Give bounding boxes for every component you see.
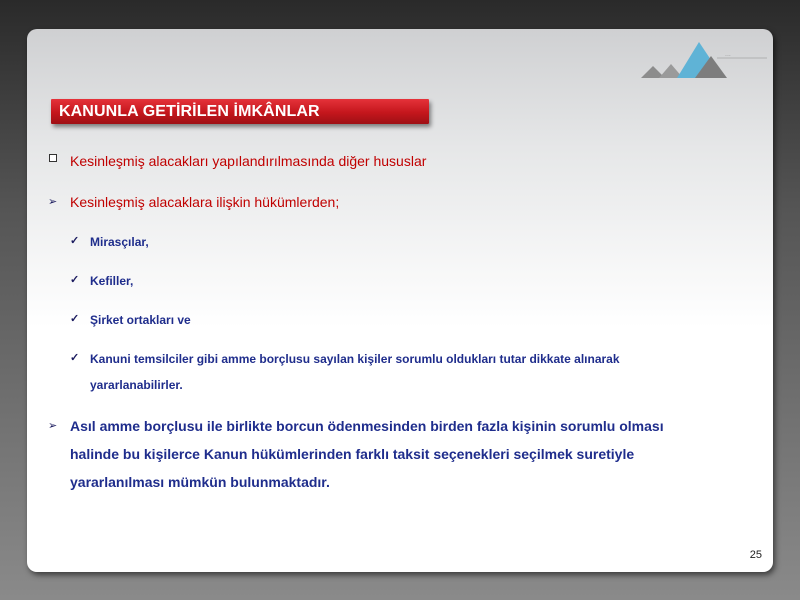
arrow-bullet-icon: ➢ — [48, 196, 58, 208]
page-number: 25 — [749, 549, 762, 561]
slide — [27, 29, 773, 572]
sub-list-item-line: Kanuni temsilciler gibi amme borçlusu sayılan kişiler sorumlu oldukları tutar dikkate alınarak — [90, 352, 620, 366]
paragraph-line: Asıl amme borçlusu ile birlikte borcun ödenmesinden birden fazla kişinin sorumlu olması — [70, 418, 664, 434]
sub-list-item: Mirasçılar, — [90, 235, 149, 249]
check-bullet-icon: ✓ — [70, 274, 80, 286]
list-item: Kesinleşmiş alacaklara ilişkin hükümlerden; — [70, 194, 340, 210]
square-bullet-icon — [49, 154, 57, 162]
sub-list-item-line: yararlanabilirler. — [90, 378, 183, 392]
list-item: Kesinleşmiş alacakları yapılandırılmasında diğer hususlar — [70, 153, 427, 169]
paragraph-line: halinde bu kişilerce Kanun hükümlerinden farklı taksit seçenekleri seçilmek suretiyle — [70, 446, 635, 462]
logo-text: ... — [725, 51, 731, 58]
check-bullet-icon: ✓ — [70, 313, 80, 325]
check-bullet-icon: ✓ — [70, 352, 80, 364]
mountain-logo-icon — [639, 38, 769, 84]
sub-list-item: Şirket ortakları ve — [90, 313, 191, 327]
title-bar — [51, 99, 429, 124]
check-bullet-icon: ✓ — [70, 235, 80, 247]
slide-title: KANUNLA GETİRİLEN İMKÂNLAR — [59, 103, 320, 120]
paragraph-line: yararlanılması mümkün bulunmaktadır. — [70, 474, 330, 490]
sub-list-item: Kefiller, — [90, 274, 134, 288]
arrow-bullet-icon: ➢ — [48, 420, 58, 432]
